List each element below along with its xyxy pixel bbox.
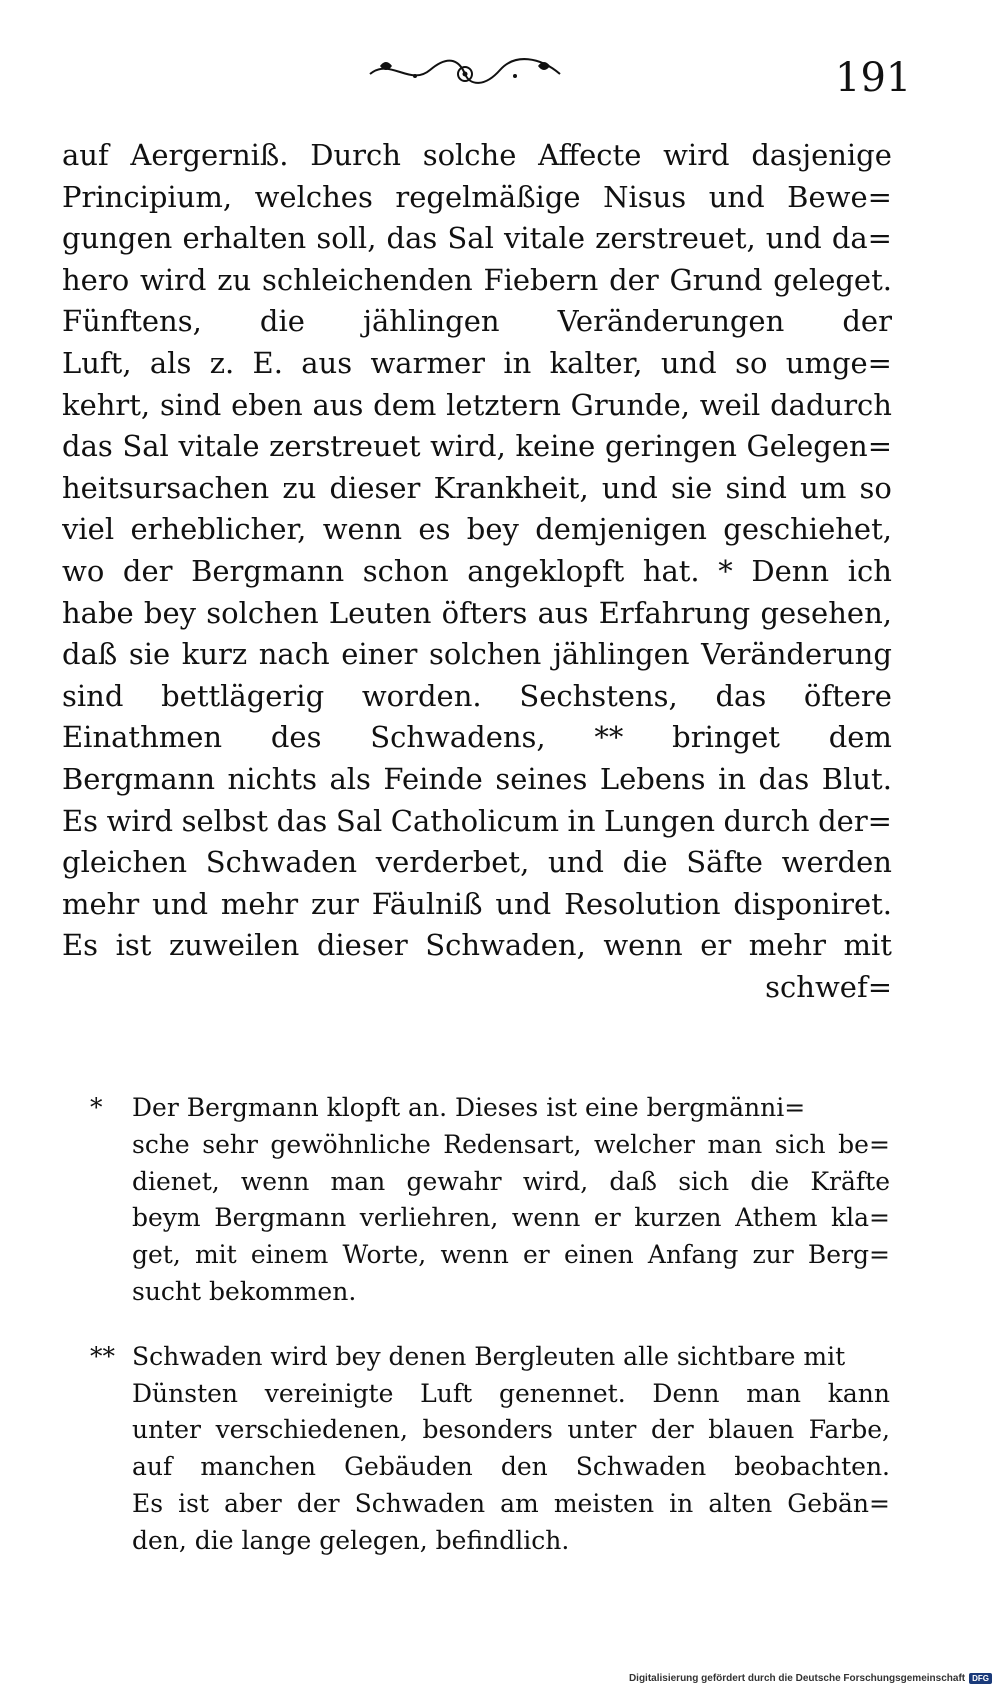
- text-line: Es ist zuweilen dieser Schwaden, wenn er mehr mit: [62, 928, 892, 963]
- footnote-text: Der Bergmann klopft an. Dieses ist eine bergmänni=: [132, 1093, 806, 1122]
- text-line: daß sie kurz nach einer solchen jählingen Veränderung: [62, 637, 892, 672]
- text-line: sind bettlägerig worden. Sechstens, das öftere: [62, 678, 892, 713]
- text-line: heitsursachen zu dieser Krankheit, und sie sind um so: [62, 470, 892, 505]
- footnotes: [90, 1090, 890, 1588]
- text-line: gungen erhalten soll, das Sal vitale zerstreuet, und da=: [62, 221, 892, 256]
- footnote-line: get, mit einem Worte, wenn er einen Anfang zur Berg=: [132, 1240, 890, 1270]
- text-line: Fünftens, die jählingen Veränderungen der: [62, 304, 892, 339]
- text-line: Principium, welches regelmäßige Nisus und Bewe=: [62, 179, 892, 214]
- body-text: [62, 135, 892, 1008]
- text-line: Einathmen des Schwadens, ** bringet dem: [62, 720, 892, 755]
- footnote-line: den, die lange gelegen, befindlich.: [132, 1525, 570, 1555]
- credit-text: Digitalisierung gefördert durch die Deutsche Forschungsgemeinschaft: [628, 1673, 966, 1684]
- text-line: hero wird zu schleichenden Fiebern der Grund geleget.: [62, 262, 892, 297]
- footnote-line: [90, 1090, 890, 1127]
- footnote-line: beym Bergmann verliehren, wenn er kurzen Athem kla=: [132, 1203, 890, 1233]
- footnote: [90, 1090, 890, 1311]
- footnote-line: sche sehr gewöhnliche Redensart, welcher man sich be=: [132, 1129, 890, 1159]
- dfg-logo: DFG: [969, 1673, 992, 1684]
- text-line: kehrt, sind eben aus dem letztern Grunde, weil dadurch: [62, 387, 892, 422]
- footnote-line: sucht bekommen.: [132, 1276, 357, 1306]
- text-line: das Sal vitale zerstreuet wird, keine geringen Gelegen=: [62, 429, 892, 464]
- footnote-mark: **: [90, 1341, 115, 1371]
- footnote: [90, 1339, 890, 1560]
- footnote-line: auf manchen Gebäuden den Schwaden beobachten.: [132, 1452, 890, 1482]
- text-line: gleichen Schwaden verderbet, und die Säfte werden: [62, 845, 892, 880]
- footnote-line: dienet, wenn man gewahr wird, daß sich die Kräfte: [132, 1166, 890, 1196]
- catchword: schwef=: [765, 969, 892, 1004]
- text-line: wo der Bergmann schon angeklopft hat. * Denn ich: [62, 553, 892, 588]
- text-line: viel erheblicher, wenn es bey demjenigen geschiehet,: [62, 512, 892, 547]
- footnote-line: unter verschiedenen, besonders unter der blauen Farbe,: [132, 1415, 890, 1445]
- text-line: habe bey solchen Leuten öfters aus Erfahrung gesehen,: [62, 595, 892, 630]
- digitization-credit: [629, 1673, 992, 1684]
- footnote-text: Schwaden wird bey denen Bergleuten alle sichtbare mit: [132, 1341, 846, 1371]
- footnote-mark: *: [90, 1093, 103, 1122]
- footnote-line: [90, 1339, 890, 1376]
- text-line: Es wird selbst das Sal Catholicum in Lungen durch der=: [62, 803, 892, 838]
- page-number: 191: [835, 55, 912, 101]
- text-line: Luft, als z. E. aus warmer in kalter, und so umge=: [62, 345, 892, 380]
- footnote-line: Es ist aber der Schwaden am meisten in alten Gebän=: [132, 1488, 890, 1518]
- text-line: Bergmann nichts als Feinde seines Lebens in das Blut.: [62, 761, 892, 796]
- footnote-line: Dünsten vereinigte Luft genennet. Denn man kann: [132, 1378, 890, 1408]
- floral-vignette-icon: [360, 52, 570, 92]
- text-line: auf Aergerniß. Durch solche Affecte wird dasjenige: [62, 138, 892, 172]
- text-line: mehr und mehr zur Fäulniß und Resolution disponiret.: [62, 886, 892, 921]
